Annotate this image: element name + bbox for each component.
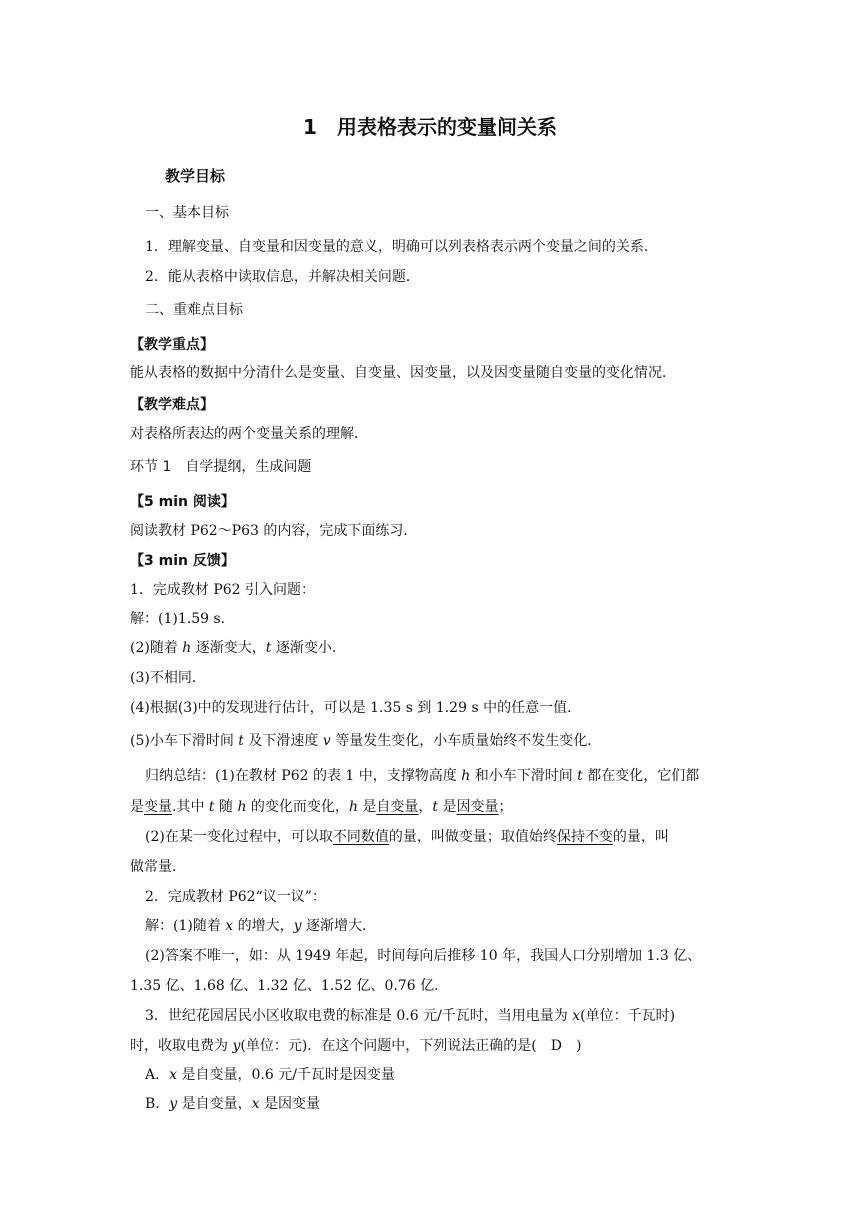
q1-answer-4: (4)根据(3)中的发现进行估计，可以是 1.35 s 到 1.29 s 中的任意一值． bbox=[130, 700, 582, 716]
page-title: 1 用表格表示的变量间关系 bbox=[303, 115, 557, 139]
focus-label: 【教学重点】 bbox=[130, 337, 214, 353]
q2-prompt: 2．完成教材 P62“议一议”： bbox=[145, 889, 326, 905]
focus-text: 能从表格的数据中分清什么是变量、自变量、因变量，以及因变量随自变量的变化情况． bbox=[130, 365, 676, 381]
answer-blank-different-values: 不同数值 bbox=[332, 829, 389, 845]
answer-blank-variable: 变量 bbox=[144, 799, 172, 815]
q3-line-2: 时，收取电费为 y(单位：元)．在这个问题中，下列说法正确的是( D ) bbox=[130, 1038, 582, 1054]
difficulty-text: 对表格所表达的两个变量关系的理解． bbox=[130, 426, 368, 442]
summary-line-2: 是变量.其中 t 随 h 的变化而变化，h 是自变量，t 是因变量； bbox=[130, 799, 513, 815]
read-text: 阅读教材 P62～P63 的内容，完成下面练习． bbox=[130, 523, 418, 539]
q2-answer-1: 解：(1)随着 x 的增大，y 逐渐增大． bbox=[145, 918, 377, 934]
answer-blank-dependent: 因变量 bbox=[456, 799, 499, 815]
q1-answer-5: (5)小车下滑时间 t 及下滑速度 v 等量发生变化，小车质量始终不发生变化． bbox=[130, 733, 602, 749]
q1-answer-1: 解：(1)1.59 s. bbox=[130, 611, 226, 627]
q2-answer-2-line-1: (2)答案不唯一，如：从 1949 年起，时间每向后推移 10 年，我国人口分别增加 1.3 亿、 bbox=[145, 948, 702, 964]
key-goals-heading: 二、重难点目标 bbox=[145, 302, 243, 318]
q1-answer-3: (3)不相同． bbox=[130, 670, 206, 686]
stage1-heading: 环节 1 自学提纲，生成问题 bbox=[130, 459, 312, 475]
q1-prompt: 1．完成教材 P62 引入问题： bbox=[130, 582, 316, 598]
answer-blank-independent: 自变量 bbox=[376, 799, 419, 815]
section-teaching-goals: 教学目标 bbox=[165, 167, 226, 185]
basic-goal-1: 1．理解变量、自变量和因变量的意义，明确可以列表格表示两个变量之间的关系． bbox=[145, 239, 658, 255]
answer-blank-constant: 保持不变 bbox=[556, 829, 613, 845]
q2-answer-2-line-2: 1.35 亿、1.68 亿、1.32 亿、1.52 亿、0.76 亿． bbox=[130, 978, 449, 994]
q3-option-a: A．x 是自变量，0.6 元/千瓦时是因变量 bbox=[145, 1067, 395, 1083]
q1-answer-2: (2)随着 h 逐渐变大，t 逐渐变小． bbox=[130, 640, 346, 656]
summary-line-1: 归纳总结：(1)在教材 P62 的表 1 中，支撑物高度 h 和小车下滑时间 t 都在变化，它们都 bbox=[145, 768, 700, 784]
q3-line-1: 3．世纪花园居民小区收取电费的标准是 0.6 元/千瓦时，当用电量为 x(单位：千瓦时) bbox=[145, 1008, 676, 1024]
feedback-label: 【3 min 反馈】 bbox=[130, 553, 235, 569]
basic-goal-2: 2．能从表格中读取信息，并解决相关问题． bbox=[145, 269, 420, 285]
basic-goals-heading: 一、基本目标 bbox=[145, 205, 229, 221]
summary-line-3: (2)在某一变化过程中，可以取不同数值的量，叫做变量；取值始终保持不变的量，叫 bbox=[145, 829, 669, 845]
read-label: 【5 min 阅读】 bbox=[130, 494, 235, 510]
q3-option-b: B．y 是自变量，x 是因变量 bbox=[145, 1096, 321, 1112]
summary-line-4: 做常量． bbox=[130, 859, 186, 875]
difficulty-label: 【教学难点】 bbox=[130, 397, 214, 413]
